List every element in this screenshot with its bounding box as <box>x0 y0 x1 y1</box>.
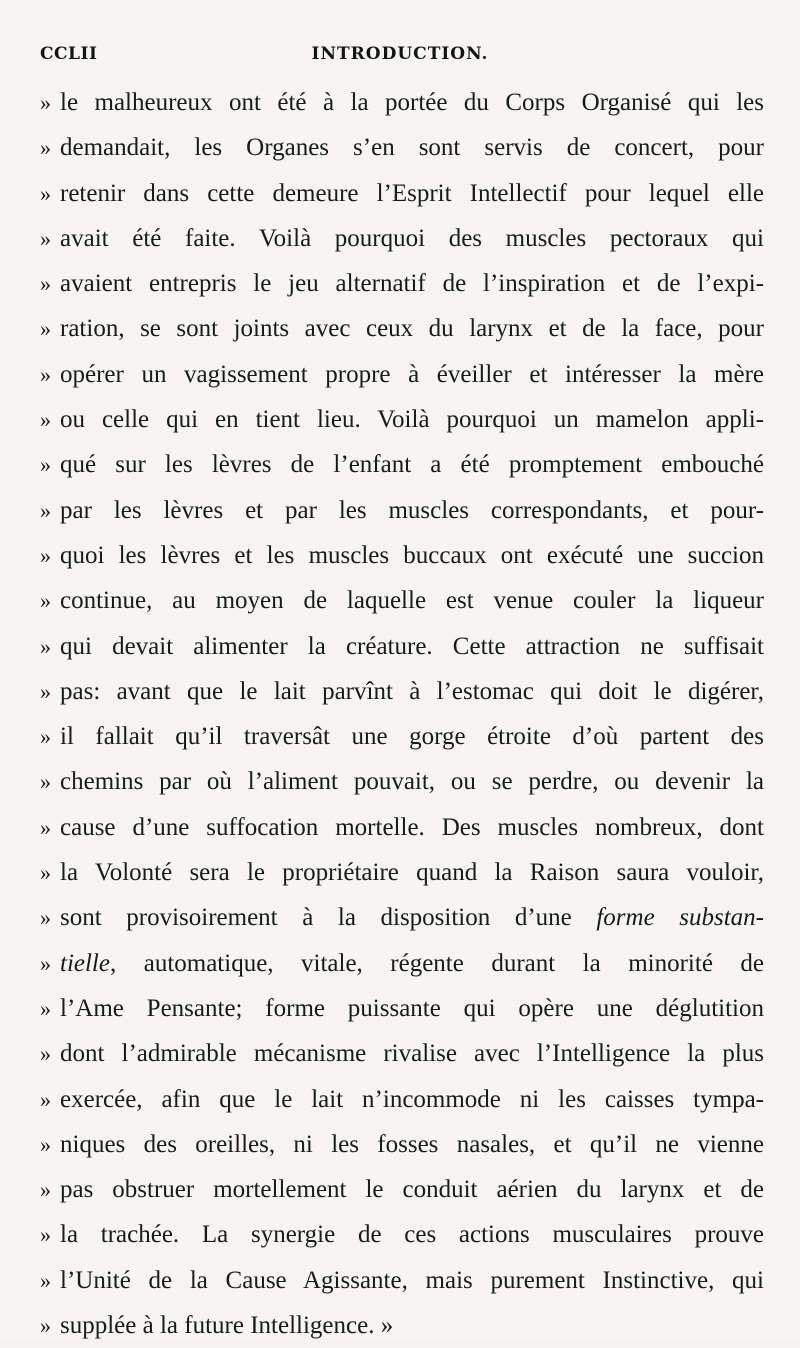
quote-mark: » <box>40 995 51 1021</box>
line-text: pas: avant que le lait parvînt à l’estomac qui doit le digérer, <box>60 677 764 705</box>
text-line <box>40 442 764 487</box>
quote-mark: » <box>40 1041 51 1067</box>
quote-mark: » <box>40 1313 51 1339</box>
line-text: avait été faite. Voilà pourquoi des muscles pectoraux qui <box>60 224 764 252</box>
line-text: opérer un vagissement propre à éveiller et intéresser la mère <box>60 360 764 388</box>
text-line <box>40 986 764 1031</box>
line-text: il fallait qu’il traversât une gorge étroite d’où partent des <box>60 723 764 751</box>
italic-text: tielle <box>60 949 110 977</box>
text-line <box>40 895 764 940</box>
quote-mark: » <box>40 271 51 297</box>
quote-mark: » <box>40 90 51 115</box>
quote-mark: » <box>40 225 51 251</box>
quote-mark: » <box>40 316 51 342</box>
quote-mark: » <box>40 1222 51 1248</box>
line-text: sont provisoirement à la disposition d’une <box>60 904 597 932</box>
text-line <box>40 941 764 986</box>
line-text: qui devait alimenter la créature. Cette attraction ne suffisait <box>60 632 764 660</box>
page-header <box>40 42 760 72</box>
text-line <box>40 352 764 397</box>
text-line <box>40 624 764 669</box>
line-text: qué sur les lèvres de l’enfant a été promptement embouché <box>60 451 764 479</box>
text-line <box>40 261 764 306</box>
quote-mark: » <box>40 180 51 206</box>
line-text: pas obstruer mortellement le conduit aérien du larynx et de <box>60 1176 764 1204</box>
quote-mark: » <box>40 361 51 387</box>
text-line <box>40 216 764 261</box>
quote-mark: » <box>40 542 51 568</box>
running-head: INTRODUCTION. <box>311 44 489 64</box>
quote-mark: » <box>40 407 51 433</box>
line-text: par les lèvres et par les muscles correspondants, et pour- <box>60 496 764 524</box>
text-line <box>40 578 764 623</box>
quote-mark: » <box>40 678 51 704</box>
text-line <box>40 1212 764 1257</box>
text-line <box>40 1122 764 1167</box>
line-text: cause d’une suffocation mortelle. Des muscles nombreux, dont <box>60 813 764 841</box>
line-text: demandait, les Organes s’en sont servis de concert, pour <box>60 134 764 162</box>
line-text: avaient entrepris le jeu alternatif de l’inspiration et de l’expi- <box>60 270 764 298</box>
line-text: retenir dans cette demeure l’Esprit Intellectif pour lequel elle <box>60 179 764 207</box>
line-text: le malheureux ont été à la portée du Corps Organisé qui les <box>60 89 764 116</box>
text-line <box>40 80 764 125</box>
text-line <box>40 1258 764 1303</box>
text-line <box>40 125 764 170</box>
text-line <box>40 171 764 216</box>
text-line <box>40 306 764 351</box>
quote-mark: » <box>40 497 51 523</box>
quote-mark: » <box>40 588 51 614</box>
body-text <box>40 80 764 1348</box>
line-text: exercée, afin que le lait n’incommode ni les caisses tympa- <box>60 1085 764 1113</box>
quote-mark: » <box>40 1131 51 1157</box>
line-text: ou celle qui en tient lieu. Voilà pourquoi un mamelon appli- <box>60 406 764 434</box>
line-text: continue, au moyen de laquelle est venue couler la liqueur <box>60 587 764 615</box>
text-line <box>40 669 764 714</box>
quote-mark: » <box>40 905 51 931</box>
line-text: l’Unité de la Cause Agissante, mais purement Instinctive, qui <box>60 1266 764 1294</box>
text-line <box>40 1303 764 1348</box>
quote-mark: » <box>40 1086 51 1112</box>
line-text: la trachée. La synergie de ces actions musculaires prouve <box>60 1221 764 1249</box>
text-line <box>40 1031 764 1076</box>
quote-mark: » <box>40 814 51 840</box>
quote-mark: » <box>40 1267 51 1293</box>
text-line <box>40 533 764 578</box>
line-text: l’Ame Pensante; forme puissante qui opère une déglutition <box>60 994 764 1022</box>
italic-text: forme substan- <box>596 904 764 932</box>
line-text: niques des oreilles, ni les fosses nasales, et qu’il ne vienne <box>60 1130 764 1158</box>
line-text: supplée à la future Intelligence. » <box>60 1312 394 1340</box>
line-text: quoi les lèvres et les muscles buccaux ont exécuté une succion <box>60 541 764 569</box>
text-line <box>40 714 764 759</box>
quote-mark: » <box>40 860 51 886</box>
quote-mark: » <box>40 135 51 161</box>
line-text: la Volonté sera le propriétaire quand la Raison saura vouloir, <box>60 859 764 887</box>
text-line <box>40 850 764 895</box>
quote-mark: » <box>40 769 51 795</box>
line-text: dont l’admirable mécanisme rivalise avec l’Intelligence la plus <box>60 1040 764 1068</box>
quote-mark: » <box>40 724 51 750</box>
line-text: , automatique, vitale, régente durant la minorité de <box>109 949 764 977</box>
text-line <box>40 759 764 804</box>
line-text: ration, se sont joints avec ceux du larynx et de la face, pour <box>60 315 764 343</box>
text-line <box>40 488 764 533</box>
quote-mark: » <box>40 1177 51 1203</box>
quote-mark: » <box>40 452 51 478</box>
quote-mark: » <box>40 633 51 659</box>
line-text: chemins par où l’aliment pouvait, ou se perdre, ou devenir la <box>60 768 764 796</box>
text-line <box>40 1077 764 1122</box>
page-number: CCLII <box>40 44 98 64</box>
text-line <box>40 805 764 850</box>
text-line <box>40 1167 764 1212</box>
text-line <box>40 397 764 442</box>
quote-mark: » <box>40 950 51 976</box>
